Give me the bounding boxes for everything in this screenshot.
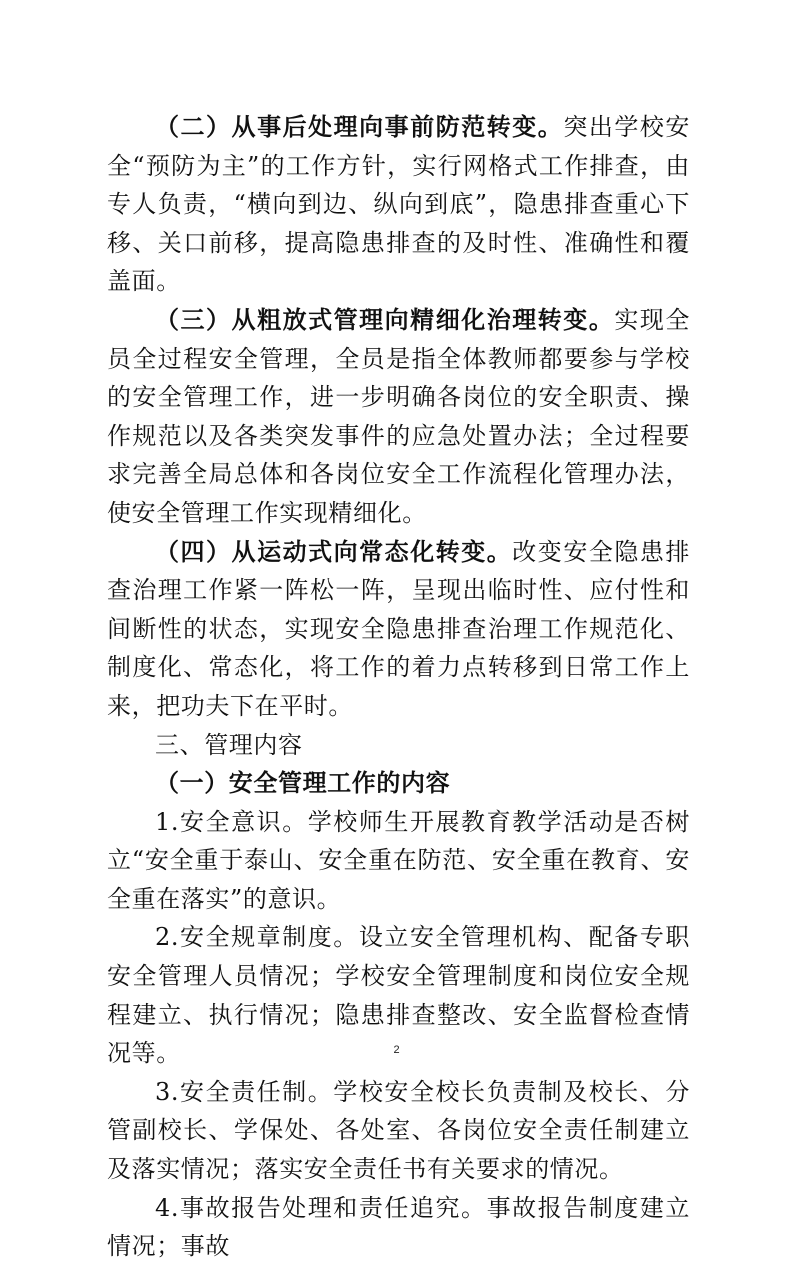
paragraph-lead: （三）从粗放式管理向精细化治理转变。 [155, 304, 615, 334]
paragraph-text: 实现全员全过程安全管理，全员是指全体教师都要参与学校的安全管理工作，进一步明确各岗位的安全职责、操作规范以及各类突发事件的应急处置办法；全过程要求完善全局总体和各岗位安全工作流程化管理办法，使安全管理工作实现精细化。 [107, 305, 690, 527]
document-body [107, 108, 690, 1266]
list-item: 4.事故报告处理和责任追究。事故报告制度建立情况；事故 [107, 1193, 690, 1261]
list-item: 3.安全责任制。学校安全校长负责制及校长、分管副校长、学保处、各处室、各岗位安全责任制建立及落实情况；落实安全责任书有关要求的情况。 [107, 1077, 690, 1184]
paragraph-refined-governance [107, 301, 690, 533]
paragraph-normalization [107, 533, 690, 726]
paragraph-text: 突出学校安全“预防为主”的工作方针，实行网格式工作排查，由专人负责，“横向到边、纵向到底”，隐患排查重心下移、关口前移，提高隐患排查的及时性、准确性和覆盖面。 [107, 113, 690, 296]
paragraph-text: 改变安全隐患排查治理工作紧一阵松一阵，呈现出临时性、应付性和间断性的状态，实现安全隐患排查治理工作规范化、制度化、常态化，将工作的着力点转移到日常工作上来，把功夫下在平时。 [107, 537, 690, 720]
page-number: 2 [393, 1044, 400, 1056]
list-item: 1.安全意识。学校师生开展教育教学活动是否树立“安全重于泰山、安全重在防范、安全重在教育、安全重在落实”的意识。 [107, 807, 690, 913]
paragraph-lead: （二）从事后处理向事前防范转变。 [155, 112, 564, 141]
section-heading: 三、管理内容 [155, 730, 303, 759]
list-item: 2.安全规章制度。设立安全管理机构、配备专职安全管理人员情况；学校安全管理制度和岗位安全规程建立、执行情况；隐患排查整改、安全监督检查情况等。 [107, 923, 690, 1068]
paragraph-prevention [107, 108, 690, 301]
subsection-heading: （一）安全管理工作的内容 [155, 768, 451, 798]
paragraph-lead: （四）从运动式向常态化转变。 [155, 536, 513, 566]
